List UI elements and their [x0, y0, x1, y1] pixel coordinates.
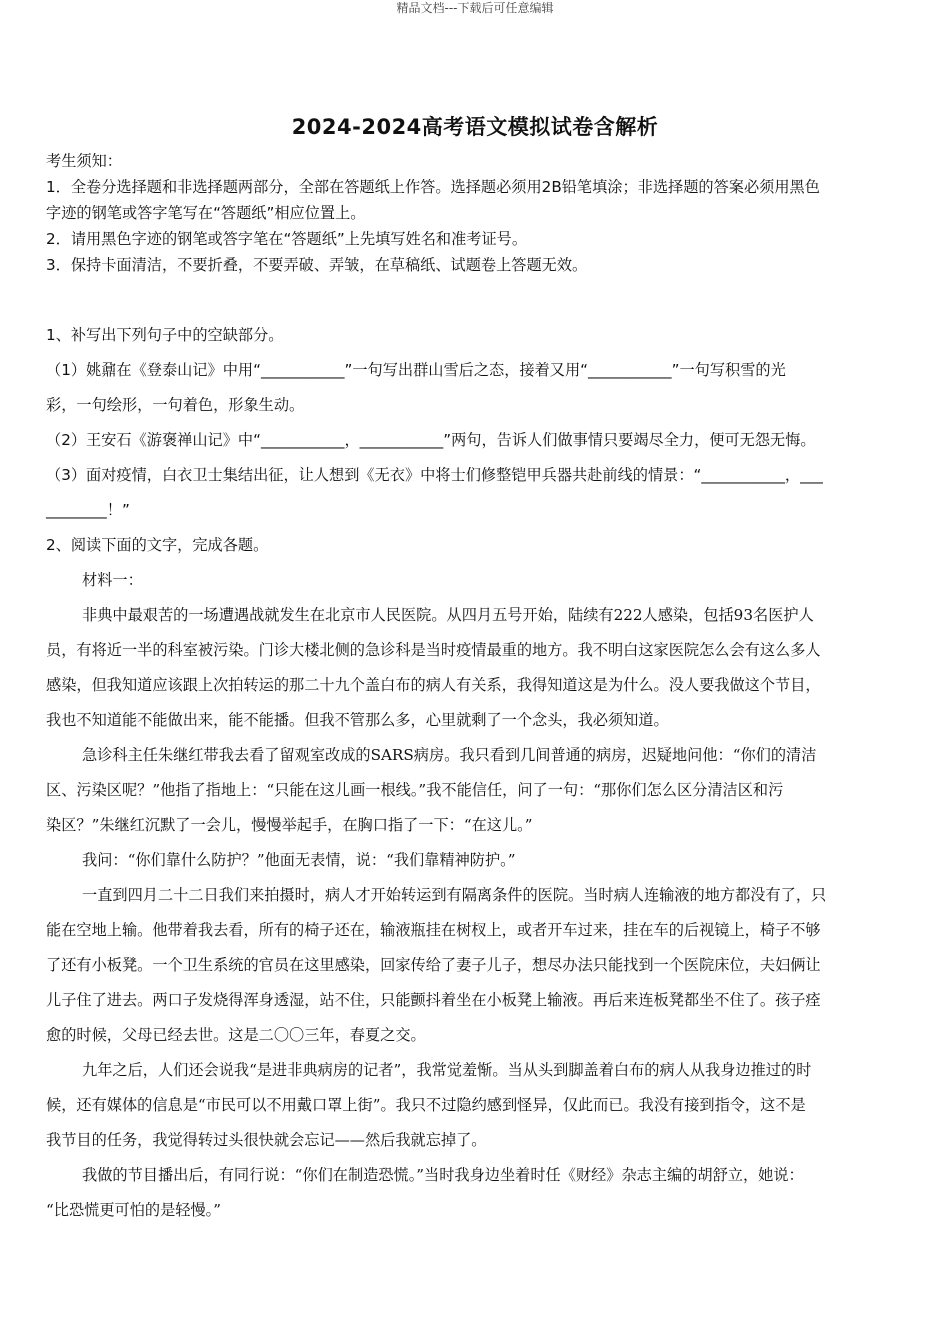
- question-1-item: （2）王安石《游褒禅山记》中“___________，___________”两句，告诉人们做事情只要竭尽全力，便可无怨无悔。: [46, 431, 816, 449]
- passage-line: 了还有小板凳。一个卫生系统的官员在这里感染，回家传给了妻子儿子，想尽办法只能找到一个医院床位，夫妇俩让: [46, 956, 821, 974]
- passage-line: 我做的节目播出后，有同行说：“你们在制造恐慌。”当时我身边坐着时任《财经》杂志主编的胡舒立，她说：: [82, 1166, 804, 1184]
- question-1-item: （1）姚鼐在《登泰山记》中用“___________”一句写出群山雪后之态，接着又用“___________”一句写积雪的光: [46, 361, 786, 379]
- notice-line: 2．请用黑色字迹的钢笔或答字笔在“答题纸”上先填写姓名和准考证号。: [46, 230, 528, 248]
- passage-line: 九年之后，人们还会说我“是进非典病房的记者”，我常觉羞惭。当从头到脚盖着白布的病人从我身边推过的时: [82, 1061, 812, 1079]
- passage-line: 员，有将近一半的科室被污染。门诊大楼北侧的急诊科是当时疫情最重的地方。我不明白这家医院怎么会有这么多人: [46, 641, 821, 659]
- question-1-item: 彩，一句绘形，一句着色，形象生动。: [46, 396, 305, 414]
- question-2: [46, 528, 904, 563]
- exam-notice: [46, 148, 904, 278]
- passage-line: 儿子住了进去。两口子发烧得浑身透湿，站不住，只能颤抖着坐在小板凳上输液。再后来连板凳都坐不住了。孩子痊: [46, 991, 821, 1009]
- passage-line: 非典中最艰苦的一场遭遇战就发生在北京市人民医院。从四月五号开始，陆续有222人感染，包括93名医护人: [82, 606, 814, 624]
- notice-heading: 考生须知：: [46, 152, 122, 170]
- passage-line: 我问：“你们靠什么防护？”他面无表情，说：“我们靠精神防护。”: [82, 851, 516, 869]
- document-header-note: 精品文档---下载后可任意编辑: [396, 1, 554, 15]
- passage-line: 染区？”朱继红沉默了一会儿，慢慢举起手，在胸口指了一下：“在这儿。”: [46, 816, 533, 834]
- passage-line: 能在空地上输。他带着我去看，所有的椅子还在，输液瓶挂在树杈上，或者开车过来，挂在车的后视镜上，椅子不够: [46, 921, 821, 939]
- material-label: 材料一：: [82, 571, 143, 589]
- reading-passage: [46, 563, 904, 1228]
- page-title: 2024-2024高考语文模拟试卷含解析: [291, 115, 659, 139]
- question-1: [46, 318, 904, 528]
- question-1-item: （3）面对疫情，白衣卫士集结出征，让人想到《无衣》中将士们修整铠甲兵器共赴前线的情景：“___________，___: [46, 466, 823, 484]
- question-2-stem: 2、阅读下面的文字，完成各题。: [46, 536, 269, 554]
- passage-line: 感染，但我知道应该跟上次拍转运的那二十九个盖白布的病人有关系，我得知道这是为什么。没人要我做这个节目，: [46, 676, 821, 694]
- notice-line: 1．全卷分选择题和非选择题两部分，全部在答题纸上作答。选择题必须用2B铅笔填涂；非选择题的答案必须用黑色: [46, 178, 820, 196]
- passage-line: 急诊科主任朱继红带我去看了留观室改成的SARS病房。我只看到几间普通的病房，迟疑地问他：“你们的清洁: [82, 746, 817, 764]
- notice-line: 3．保持卡面清洁，不要折叠，不要弄破、弄皱，在草稿纸、试题卷上答题无效。: [46, 256, 588, 274]
- passage-line: 我也不知道能不能做出来，能不能播。但我不管那么多，心里就剩了一个念头，我必须知道。: [46, 711, 669, 729]
- passage-line: 愈的时候，父母已经去世。这是二〇〇三年，春夏之交。: [46, 1026, 426, 1044]
- notice-line: 字迹的钢笔或答字笔写在“答题纸”相应位置上。: [46, 204, 366, 222]
- passage-lines: [46, 598, 904, 1228]
- passage-line: 区、污染区呢？”他指了指地上：“只能在这儿画一根线。”我不能信任，问了一句：“那你们怎么区分清洁区和污: [46, 781, 784, 799]
- passage-line: 我节目的任务，我觉得转过头很快就会忘记——然后我就忘掉了。: [46, 1131, 487, 1149]
- passage-line: 一直到四月二十二日我们来拍摄时，病人才开始转运到有隔离条件的医院。当时病人连输液的地方都没有了，只: [82, 886, 827, 904]
- question-1-stem: 1、补写出下列句子中的空缺部分。: [46, 326, 284, 344]
- question-1-item: ________！”: [46, 501, 130, 519]
- passage-line: 候，还有媒体的信息是“市民可以不用戴口罩上街”。我只不过隐约感到怪异，仅此而已。我没有接到指令，这不是: [46, 1096, 806, 1114]
- passage-line: “比恐慌更可怕的是轻慢。”: [46, 1201, 221, 1219]
